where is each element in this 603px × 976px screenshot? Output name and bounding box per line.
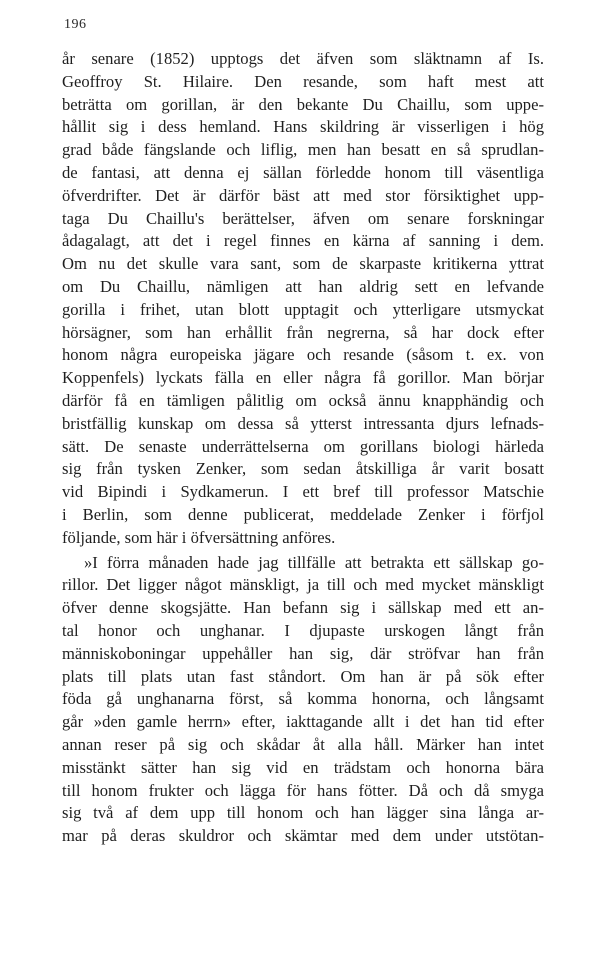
- text-line: går »den gamle herrn» efter, iakttagande allt i det han tid efter: [62, 712, 544, 732]
- paragraph-1: [62, 48, 544, 550]
- text-line: vid Bipindi i Sydkamerun. I ett bref till professor Matschie: [62, 482, 544, 502]
- text-line: sig två af dem upp till honom och han lägger sina långa ar-: [62, 803, 544, 823]
- text-line: honom några europeiska jägare och resande (såsom t. ex. von: [62, 345, 544, 365]
- text-line: misstänkt sätter han sig vid en trädstam och honorna bära: [62, 757, 544, 777]
- text-line: följande, som här i öfversättning anföres.: [62, 527, 336, 547]
- text-line: därför få en tämligen pålitlig om också ännu knapphändig och: [62, 390, 544, 410]
- paragraph-2: [62, 552, 544, 848]
- text-line: taga Du Chaillu's berättelser, äfven om senare forskningar: [62, 208, 544, 228]
- text-line: grad både fängslande och liflig, men han besatt en så sprudlan-: [62, 140, 544, 160]
- text-line: öfverdrifter. Det är därför bäst att med stor försiktighet upp-: [62, 185, 544, 205]
- body-text: [62, 48, 544, 848]
- text-line: annan reser på sig och skådar åt alla håll. Märker han intet: [62, 734, 544, 754]
- text-line: sig från tysken Zenker, som sedan åtskilliga år varit bosatt: [62, 459, 544, 479]
- text-line: de fantasi, att denna ej sällan förledde honom till väsentliga: [62, 162, 544, 182]
- text-line: bristfällig kunskap om dessa så ytterst intressanta djurs lefnads-: [62, 413, 544, 433]
- text-line: hållit sig i dess hemland. Hans skildring är visserligen i hög: [62, 117, 544, 137]
- text-line: beträtta om gorillan, är den bekante Du Chaillu, som uppe-: [62, 94, 544, 114]
- text-line: Om nu det skulle vara sant, som de skarpaste kritikerna yttrat: [62, 254, 544, 274]
- text-line: sätt. De senaste underrättelserna om gorillans biologi härleda: [62, 436, 544, 456]
- text-line: Geoffroy St. Hilaire. Den resande, som haft mest att: [62, 71, 544, 91]
- text-line: människoboningar uppehåller han sig, där ströfvar han från: [62, 643, 544, 663]
- text-line: om Du Chaillu, nämligen att han aldrig sett en lefvande: [62, 276, 544, 296]
- text-line: plats till plats utan fast ståndort. Om han är på sök efter: [62, 666, 544, 686]
- text-line: tal honor och unghanar. I djupaste urskogen långt från: [62, 620, 544, 640]
- text-line: »I förra månaden hade jag tillfälle att betrakta ett sällskap go-: [84, 552, 544, 572]
- text-line: föda gå unghanarna först, så komma honorna, och långsamt: [62, 689, 544, 709]
- page-number: 196: [64, 17, 87, 32]
- text-line: hörsägner, som han erhållit från negrerna, så har dock efter: [62, 322, 544, 342]
- text-line: mar på deras skuldror och skämtar med dem under utstötan-: [62, 826, 544, 846]
- text-line: rillor. Det ligger något mänskligt, ja till och med mycket mänskligt: [62, 575, 544, 595]
- text-line: öfver denne skogsjätte. Han befann sig i sällskap med ett an-: [62, 598, 544, 618]
- text-line: i Berlin, som denne publicerat, meddelade Zenker i förfjol: [62, 504, 544, 524]
- text-line: Koppenfels) lyckats fälla en eller några få gorillor. Man börjar: [62, 368, 544, 388]
- text-line: ådagalagt, att det i regel finnes en kärna af sanning i dem.: [62, 231, 544, 251]
- text-line: till honom frukter och lägga för hans fötter. Då och då smyga: [62, 780, 544, 800]
- text-line: gorilla i frihet, utan blott upptagit och ytterligare utsmyckat: [62, 299, 544, 319]
- text-line: år senare (1852) upptogs det äfven som släktnamn af Is.: [62, 49, 544, 68]
